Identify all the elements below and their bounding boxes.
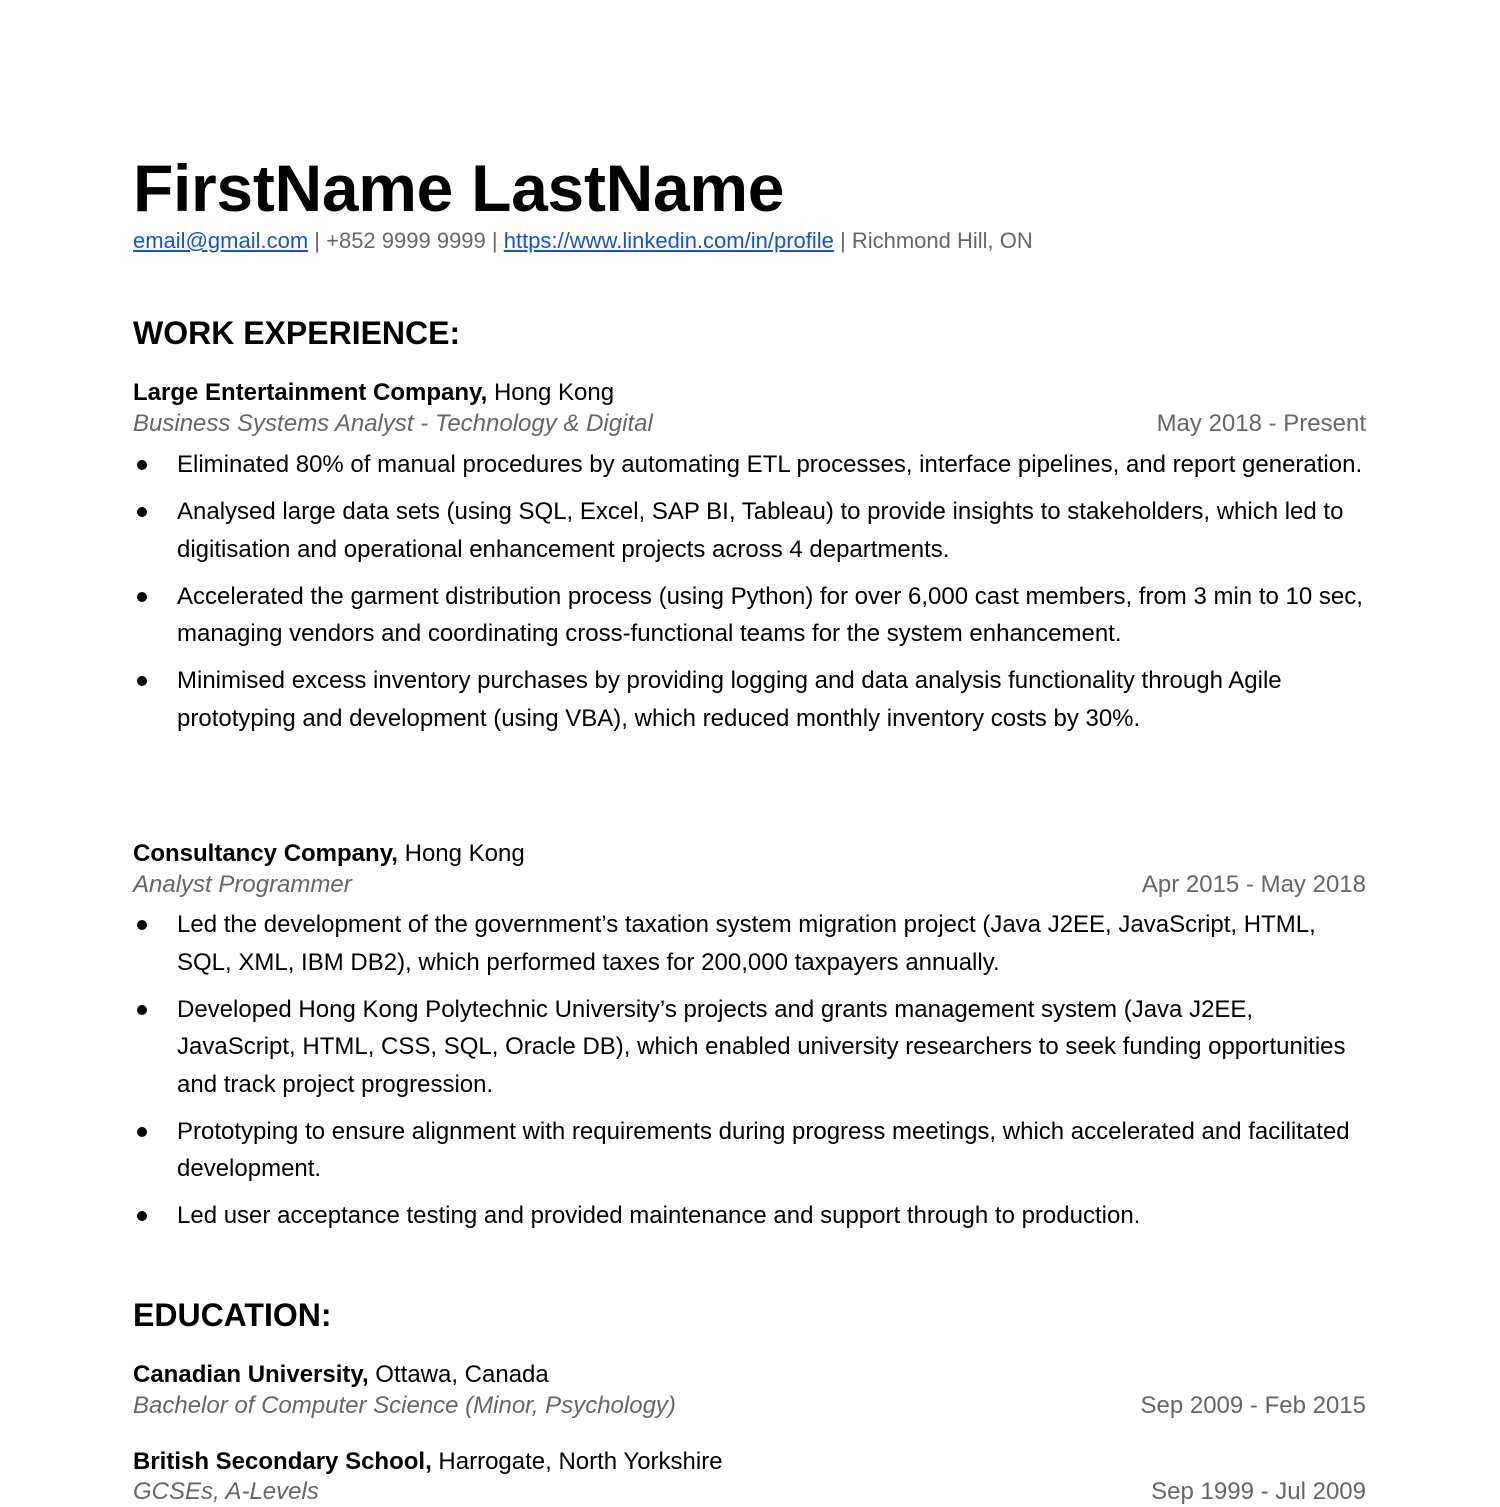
separator: | — [308, 228, 327, 253]
bullet-text: Eliminated 80% of manual procedures by automating ETL processes, interface pipelines, and report generation. — [177, 451, 1363, 478]
bullet-icon — [137, 1005, 147, 1015]
school-name: British Secondary School, — [133, 1448, 432, 1475]
list-item — [133, 578, 1366, 653]
degree: Bachelor of Computer Science (Minor, Psychology) — [133, 1392, 676, 1419]
bullet-icon — [137, 460, 147, 470]
bullet-icon — [137, 592, 147, 602]
job-bullets — [133, 906, 1366, 1244]
list-item — [133, 991, 1366, 1104]
bullet-icon — [137, 507, 147, 517]
bullet-text: Accelerated the garment distribution process (using Python) for over 6,000 cast members, from 3 min to 10 sec, managing vendors and coordinating cross-functional teams for the system enhancement. — [177, 582, 1363, 647]
bullet-icon — [137, 676, 147, 686]
bullet-text: Prototyping to ensure alignment with requirements during progress meetings, which accelerated and facilitated development. — [177, 1117, 1350, 1182]
list-item — [133, 446, 1366, 484]
linkedin-link[interactable]: https://www.linkedin.com/in/profile — [503, 228, 834, 253]
bullet-text: Analysed large data sets (using SQL, Excel, SAP BI, Tableau) to provide insights to stakeholders, which led to digitisation and operational enhancement projects across 4 departments. — [177, 498, 1344, 563]
school-dates: Sep 1999 - Jul 2009 — [1151, 1478, 1366, 1505]
company-name: Large Entertainment Company, — [133, 379, 488, 406]
company-location: Hong Kong — [397, 840, 525, 867]
job-subline — [133, 408, 1366, 439]
job-dates: May 2018 - Present — [1156, 410, 1366, 437]
list-item — [133, 1197, 1366, 1235]
bullet-text: Led user acceptance testing and provided maintenance and support through to production. — [177, 1202, 1141, 1229]
list-item — [133, 906, 1366, 981]
job-role: Business Systems Analyst - Technology & Digital — [133, 410, 653, 437]
job-header — [133, 377, 1366, 408]
contact-line — [133, 227, 1033, 255]
school-dates: Sep 2009 - Feb 2015 — [1140, 1392, 1366, 1419]
section-title-work-experience: WORK EXPERIENCE: — [133, 315, 461, 351]
list-item — [133, 662, 1366, 737]
job-role: Analyst Programmer — [133, 871, 352, 898]
school-subline — [133, 1390, 1366, 1421]
job-header — [133, 838, 1366, 869]
location: Richmond Hill, ON — [851, 228, 1033, 253]
school-name: Canadian University, — [133, 1361, 369, 1388]
candidate-name: FirstName LastName — [133, 151, 785, 225]
school-location: Harrogate, North Yorkshire — [431, 1448, 723, 1475]
degree: GCSEs, A-Levels — [133, 1478, 319, 1505]
section-title-education: EDUCATION: — [133, 1297, 332, 1333]
bullet-text: Developed Hong Kong Polytechnic University’s projects and grants management system (Java J2EE, JavaScript, HTML, CSS, SQL, Oracle DB), which enabled university researchers to seek funding opportunities and track project progression. — [177, 995, 1346, 1098]
job-bullets — [133, 446, 1366, 747]
list-item — [133, 493, 1366, 568]
bullet-icon — [137, 920, 147, 930]
bullet-text: Minimised excess inventory purchases by providing logging and data analysis functionality through Agile prototyping and development (using VBA), which reduced monthly inventory costs by 30%. — [177, 667, 1282, 732]
school-header — [133, 1446, 1366, 1477]
job-dates: Apr 2015 - May 2018 — [1141, 871, 1366, 898]
phone-number: +852 9999 9999 — [326, 228, 486, 253]
bullet-icon — [137, 1127, 147, 1137]
email-link[interactable]: email@gmail.com — [133, 228, 309, 253]
company-name: Consultancy Company, — [133, 840, 398, 867]
bullet-icon — [137, 1211, 147, 1221]
separator: | — [833, 228, 852, 253]
separator: | — [485, 228, 504, 253]
school-location: Ottawa, Canada — [368, 1361, 549, 1388]
list-item — [133, 1113, 1366, 1188]
job-subline — [133, 869, 1366, 900]
bullet-text: Led the development of the government’s taxation system migration project (Java J2EE, JavaScript, HTML, SQL, XML, IBM DB2), which performed taxes for 200,000 taxpayers annually. — [177, 911, 1316, 976]
school-header — [133, 1359, 1366, 1390]
company-location: Hong Kong — [487, 379, 615, 406]
school-subline — [133, 1476, 1366, 1507]
